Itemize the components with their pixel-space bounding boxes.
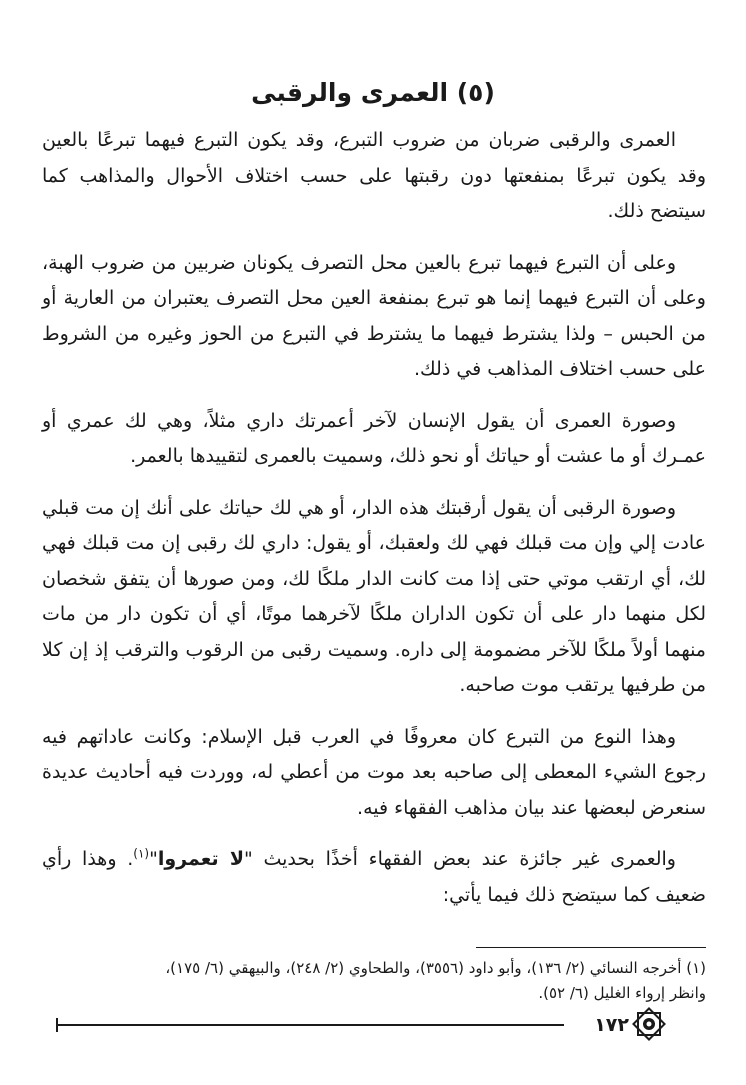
paragraph-4: وصورة الرقبى أن يقول أرقبتك هذه الدار، أو هي لك حياتك على أنك إن مت قبلي عادت إلي وإن مت قبلك فهي لك ولعقبك، أو يقول: داري لك رقبى إن مت قبلك فهي لك، أي ارتقب موتي حتى إذا مت كانت الدار ملكًا لك، ومن صورها أن يتفق شخصان لكل منهما دار على أن تكون الداران ملكًا لآخرهما موتًا، أي أن تكون دار من مات منهما أولاً ملكًا للآخر مضمومة إلى داره. وسميت رقبى من الرقوب والترقب إذ إن كلا من طرفيها يرتقب موت صاحبه.	[42, 496, 706, 696]
section-title: (٥) العمرى والرقبى	[251, 78, 495, 107]
footnotes	[42, 956, 706, 1006]
paragraph-1: العمرى والرقبى ضربان من ضروب التبرع، وقد يكون التبرع فيهما تبرعًا بالعين وقد يكون تبرعًا بمنفعتها دون رقبتها على حسب اختلاف الأحوال والمذاهب كما سيتضح ذلك.	[42, 129, 706, 222]
paragraph-5: وهذا النوع من التبرع كان معروفًا في العرب قبل الإسلام: وكانت عاداتهم فيه رجوع الشيء المعطى إلى صاحبه بعد موت من أعطي له، ووردت فيه أحاديث عديدة سنعرض لبعضها عند بيان مذاهب الفقهاء فيه.	[42, 725, 706, 819]
footer-rule-end	[56, 1018, 58, 1032]
footer-rule	[58, 1024, 564, 1026]
paragraph-6-end: . وهذا رأي ضعيف كما سيتضح ذلك فيما يأتي:	[42, 848, 706, 906]
footnote-1-line-1: (١) أخرجه النسائي (٢/ ١٣٦)، وأبو داود (٣٥٥٦)، والطحاوي (٢/ ٢٤٨)، والبيهقي (٦/ ١٧٥)،	[165, 959, 706, 977]
paragraph-6-start: والعمرى غير جائزة عند بعض الفقهاء أخذًا بحديث "	[244, 848, 676, 870]
footnote-separator	[476, 947, 706, 948]
paragraph-3: وصورة العمرى أن يقول الإنسان لآخر أعمرتك داري مثلاً، وهي لك عمري أو عمـرك أو ما عشت أو حياتك أو نحو ذلك، وسميت بالعمرى لتقييدها بالعمر.	[42, 409, 706, 467]
page-number: ١٧٢	[594, 1014, 629, 1036]
quote-close: "	[149, 848, 158, 870]
body-text	[42, 123, 706, 913]
paragraph-2: وعلى أن التبرع فيهما تبرع بالعين محل التصرف يكونان ضربين من ضروب الهبة، وعلى أن التبرع فيهما إنما هو تبرع بمنفعة العين محل التصرف يعتبران من العارية أو من الحبس – ولذا يشترط فيهما ما يشترط في التبرع من الحوز وغيره من الشروط على حسب اختلاف المذاهب في ذلك.	[42, 251, 706, 380]
paragraph-6	[42, 842, 706, 913]
page-ornament-icon	[632, 1007, 666, 1041]
footnote-reference[interactable]: (١)	[133, 846, 150, 861]
hadith-quote: لا تعمروا	[157, 848, 245, 870]
footnote-1-line-2: وانظر إرواء الغليل (٦/ ٥٢).	[538, 984, 706, 1002]
